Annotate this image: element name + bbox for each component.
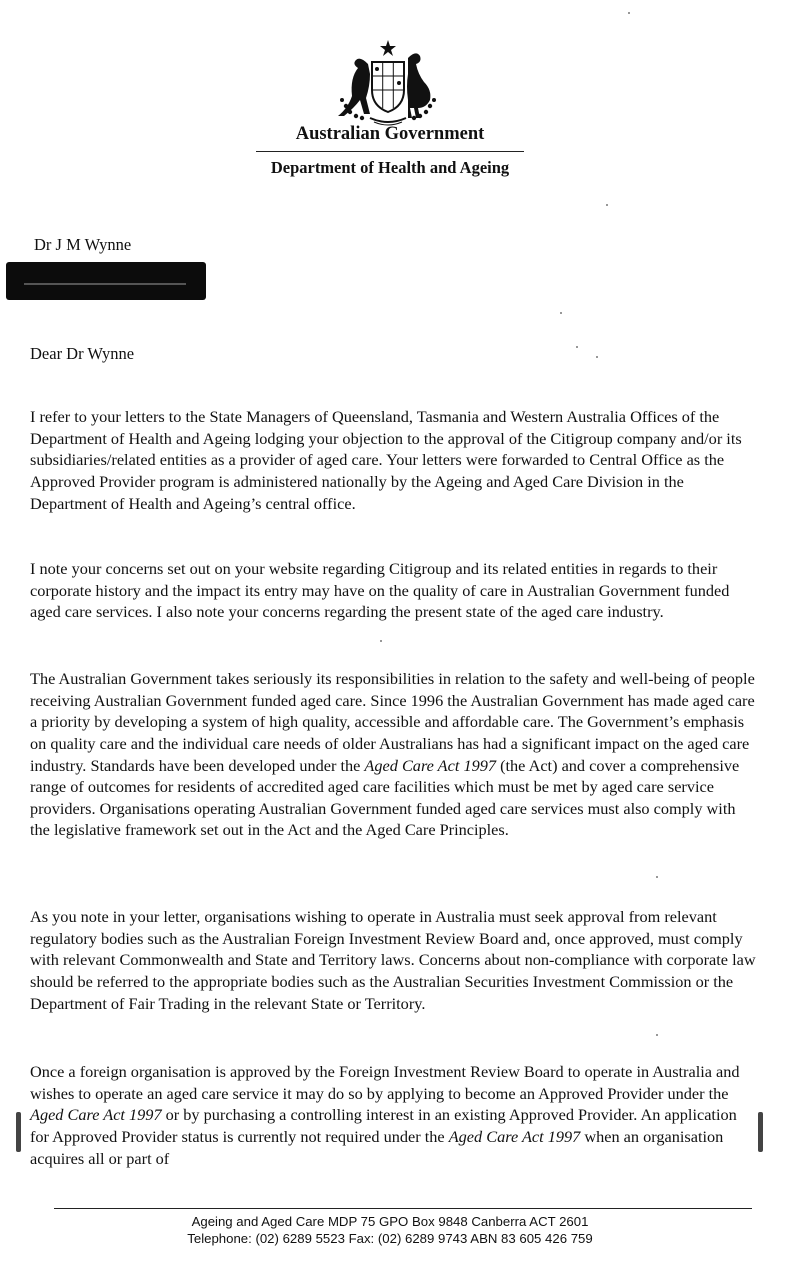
paragraph-5-text-b: or by purchasing a controlling interest in an existing Approved Provider. An application for Approved Provider status is currently not required under the [30,1105,737,1147]
paragraph-1: I refer to your letters to the State Managers of Queensland, Tasmania and Western Australia Offices of the Department of Health and Ageing lodging your objection to the approval of the Citigroup company and/or its subsidiaries/related entities as a provider of aged care. Your letters were forwarded to Central Office as the Approved Provider program is administered nationally by the Ageing and Aged Care Division in the Department of Health and Ageing’s central office. [30,407,742,513]
paragraph-3-text-b: (the Act) and cover a comprehensive range of outcomes for residents of accredited aged care facilities which must be met by aged care service providers. Organisations operating Australian Government funded aged care services must also comply with the legislative framework set out in the Act and the Aged Care Principles. [30,755,740,840]
letterhead-rule [256,151,524,152]
paragraph-3-text-a: The Australian Government takes seriously its responsibilities in relation to the safety and well-being of people receiving Australian Government funded aged care. Since 1996 the Australian Government has made aged care a priority by developing a system of high quality, accessible and affordable care. The Government’s emphasis on quality care and the individual care needs of older Australians has had a significant impact on the aged care industry. Standards have been developed under the [30,669,755,775]
redacted-address [6,262,206,300]
scan-speck [596,356,598,358]
paragraph-4: As you note in your letter, organisations wishing to operate in Australia must seek approval from relevant regulatory bodies such as the Australian Foreign Investment Review Board and, once approved, must comply with relevant Commonwealth and State and Territory laws. Concerns about non-compliance with corporate law should be referred to the appropriate bodies such as the Australian Securities Investment Commission or the Department of Fair Trading in the relevant State or Territory. [30,907,756,1013]
recipient-name: Dr J M Wynne [34,235,132,254]
scan-speck [628,12,630,14]
scan-speck [380,640,382,642]
department-name: Department of Health and Ageing [270,158,510,177]
scan-speck [606,204,608,206]
footer-rule [54,1208,752,1209]
scan-speck [656,876,658,878]
scan-margin-mark [16,1112,21,1152]
scan-speck [576,346,578,348]
paragraph-5 [30,1061,756,1169]
paragraph-5-text-c: when an organisation acquires all or part of [30,1127,724,1168]
scan-speck [560,312,562,314]
scan-margin-mark [758,1112,763,1152]
paragraph-5-text-a: Once a foreign organisation is approved by the Foreign Investment Review Board to operate in Australia and wishes to operate an aged care service it may do so by applying to become an Approved Provider under the [30,1062,740,1103]
government-name: Australian Government [295,124,485,144]
coat-of-arms-icon [330,38,446,128]
salutation: Dear Dr Wynne [30,344,135,363]
act-title: Aged Care Act 1997 [30,1105,162,1125]
paragraph-2: I note your concerns set out on your website regarding Citigroup and its related entities in regards to their corporate history and the impact its entry may have on the quality of care in Australian Government funded aged care services. I also note your concerns regarding the present state of the aged care industry. [30,559,730,622]
paragraph-3 [30,668,756,841]
act-title: Aged Care Act 1997 [448,1127,581,1147]
footer-address: Ageing and Aged Care MDP 75 GPO Box 9848 Canberra ACT 2601 [191,1214,589,1229]
footer-contact: Telephone: (02) 6289 5523 Fax: (02) 6289 9743 ABN 83 605 426 759 [187,1231,593,1246]
scan-speck [656,1034,658,1036]
act-title: Aged Care Act 1997 [364,755,497,775]
